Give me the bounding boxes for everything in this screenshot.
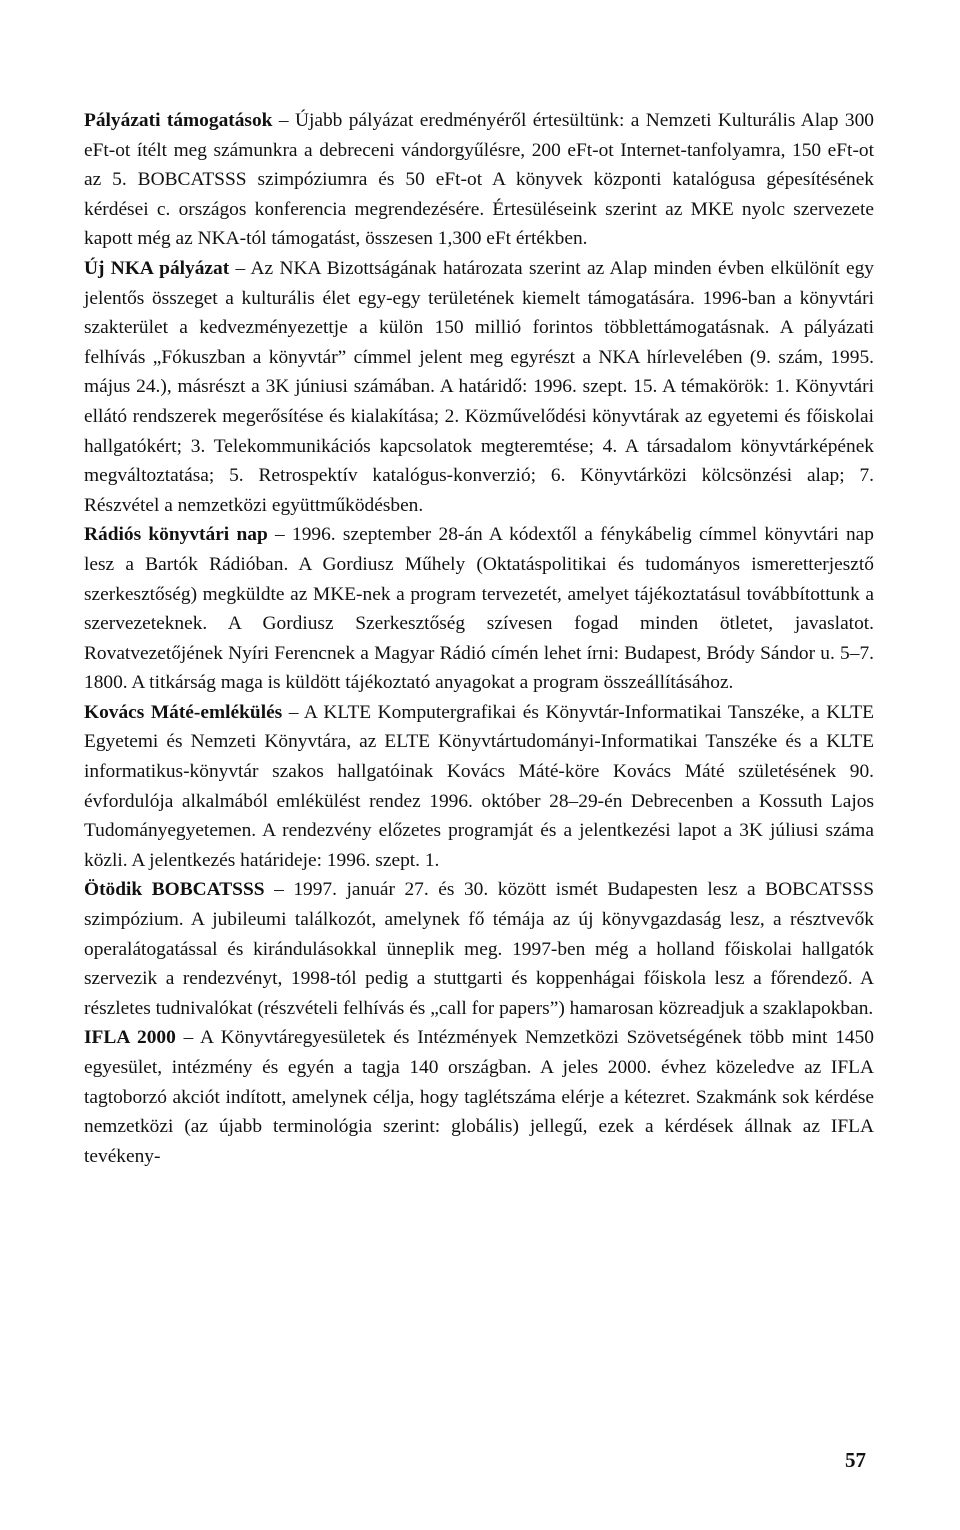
paragraph-heading: Ötödik BOBCATSSS [84, 879, 265, 901]
page-number: 57 [845, 1448, 866, 1472]
paragraph-heading: Rádiós könyvtári nap [84, 524, 268, 546]
paragraph-otodik-bobcatsss [84, 875, 874, 1023]
paragraph-text: – A Könyvtáregyesületek és Intézmények Nemzetközi Szövetségének több mint 1450 egyesület, intézmény és egyén a tagja 140 országban. A jeles 2000. évhez közeledve az IFLA tagtoborzó akciót indított, amelynek célja, hogy taglétszáma elérje a kétezret. Szakmánk sok kérdése nemzetközi (az újabb terminológia szerint: globális) jellegű, ezek a kérdések állnak az IFLA tevékeny- [84, 1027, 874, 1167]
paragraph-uj-nka-palyazat [84, 254, 874, 520]
paragraph-text: – 1996. szeptember 28-án A kódextől a fénykábelig címmel könyvtári nap lesz a Bartók Rádióban. A Gordiusz Műhely (Oktatáspolitikai és tudományos ismeretterjesztő szerkesztőség) megküldte az MKE-nek a program tervezetét, amelyet tájékoztatásul továbbítottunk a szervezeteknek. A Gordiusz Szerkesztőség szívesen fogad minden ötletet, javaslatot. Rovatvezetőjének Nyíri Ferencnek a Magyar Rádió címén lehet írni: Budapest, Bródy Sándor u. 5–7. 1800. A titkárság maga is küldött tájékoztató anyagokat a program összeállításához. [84, 524, 874, 694]
paragraph-text: – A KLTE Komputergrafikai és Könyvtár-Informatikai Tanszéke, a KLTE Egyetemi és Nemzeti Könyvtára, az ELTE Könyvtártudományi-Informatikai Tanszéke és a KLTE informatikus-könyvtár szakos hallgatóinak Kovács Máté-köre Kovács Máté születésének 90. évfordulója alkalmából emlékülést rendez 1996. október 28–29-én Debrecenben a Kossuth Lajos Tudományegyetemen. A rendezvény előzetes programját és a jelentkezési lapot a 3K júliusi száma közli. A jelentkezés határideje: 1996. szept. 1. [84, 701, 874, 871]
paragraph-text: – Az NKA Bizottságának határozata szerint az Alap minden évben elkülönít egy jelentős összeget a kulturális élet egy-egy területének kiemelt támogatására. 1996-ban a könyvtári szakterület a kedvezményezettje a külön 150 millió forintos többlettámogatásnak. A pályázati felhívás „Fókuszban a könyvtár” címmel jelent meg egyrészt a NKA hírlevelében (9. szám, 1995. május 24.), másrészt a 3K júniusi számában. A határidő: 1996. szept. 15. A témakörök: 1. Könyvtári ellátó rendszerek megerősítése és kialakítása; 2. Közművelődési könyvtárak az egyetemi és főiskolai hallgatókért; 3. Telekommunikációs kapcsolatok megteremtése; 4. A társadalom könyvtárképének megváltoztatása; 5. Retrospektív katalógus-konverzió; 6. Könyvtárközi kölcsönzési alap; 7. Részvétel a nemzetközi együttműködésben. [84, 257, 874, 516]
paragraph-heading: Új NKA pályázat [84, 257, 230, 279]
page-body [84, 106, 874, 1171]
paragraph-heading: Pályázati támogatások [84, 110, 273, 131]
paragraph-kovacs-mate-emlekules [84, 698, 874, 876]
paragraph-palyazati-tamogatasok [84, 106, 874, 254]
paragraph-heading: Kovács Máté-emlékülés [84, 701, 283, 723]
paragraph-heading: IFLA 2000 [84, 1027, 176, 1049]
paragraph-text: – 1997. január 27. és 30. között ismét Budapesten lesz a BOBCATSSS szimpózium. A jubileumi találkozót, amelynek fő témája az új könyvgazdaság lesz, a résztvevők operalátogatással és kirándulásokkal ünneplik meg. 1997-ben még a holland főiskolai hallgatók szervezik a rendezvényt, 1998-tól pedig a stuttgarti és koppenhágai főiskola lesz a főrendező. A részletes tudnivalókat (részvételi felhívás és „call for papers”) hamarosan közreadjuk a szaklapokban. [84, 879, 875, 1019]
paragraph-radios-konyvtari-nap [84, 520, 874, 698]
paragraph-ifla-2000 [84, 1023, 874, 1171]
paragraph-text: – Újabb pályázat eredményéről értesültünk: a Nemzeti Kulturális Alap 300 eFt-ot ítélt meg számunkra a debreceni vándorgyűlésre, 200 eFt-ot Internet-tanfolyamra, 150 eFt-ot az 5. BOBCATSSS szimpóziumra és 50 eFt-ot A könyvek központi katalógusa gépesítésének kérdései c. országos konferencia megrendezésére. Értesüléseink szerint az MKE nyolc szervezete kapott még az NKA-tól támogatást, összesen 1,300 eFt értékben. [84, 110, 874, 250]
